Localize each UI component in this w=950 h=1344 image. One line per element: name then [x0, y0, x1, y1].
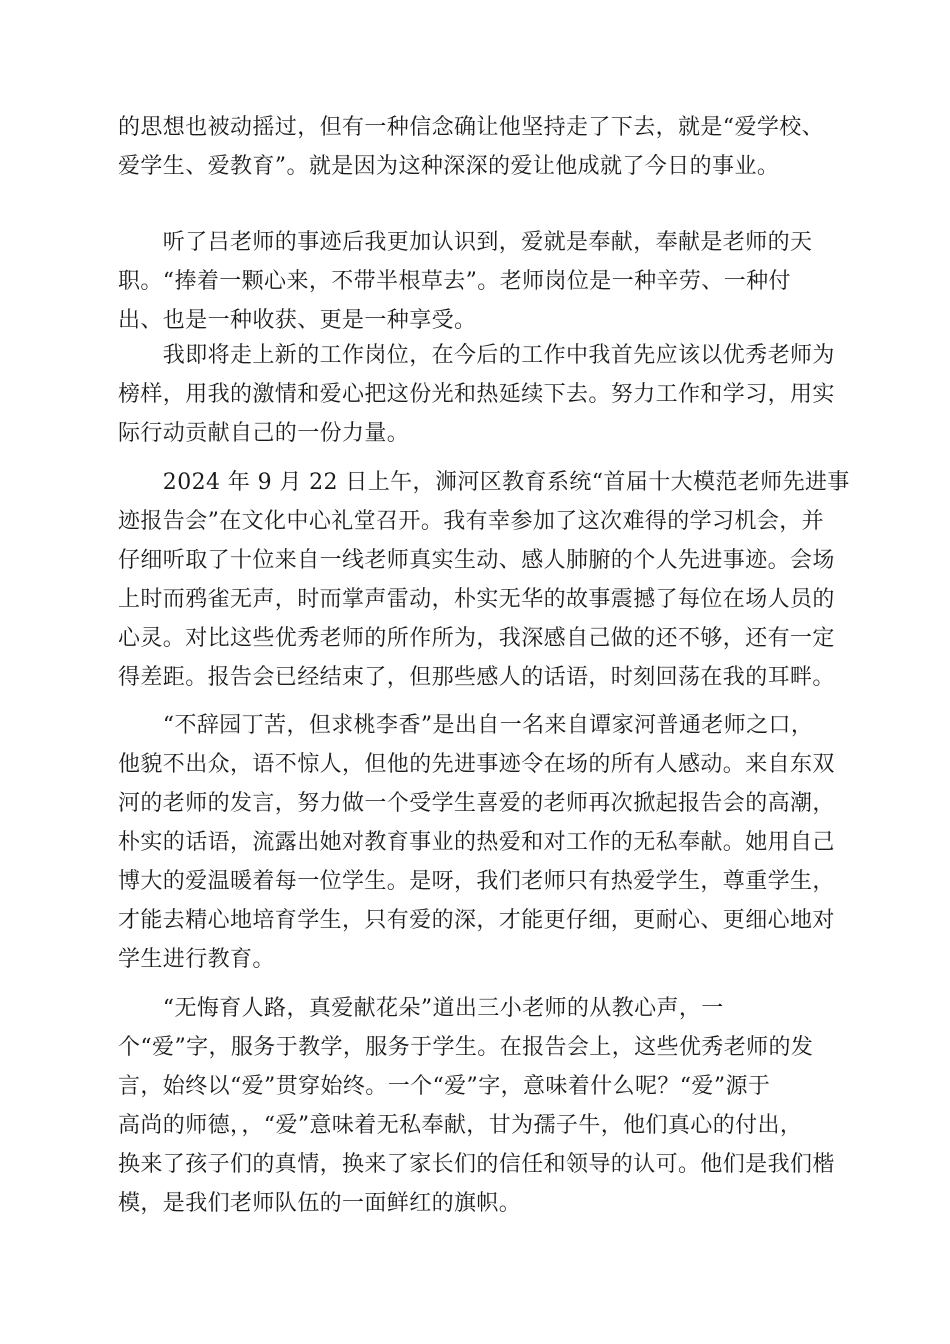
text-line: 河的老师的发言，努力做一个受学生喜爱的老师再次掀起报告会的高潮， [118, 791, 835, 816]
text-line: 博大的爱温暖着每一位学生。是呀，我们老师只有热爱学生，尊重学生， [118, 869, 835, 894]
paragraph [118, 223, 838, 340]
text-line: 职。“捧着一颗心来，不带半根草去”。老师岗位是一种辛劳、一种付 [118, 269, 791, 294]
text-line: “无悔育人路，真爱献花朵”道出三小老师的从教心声，一 [118, 996, 724, 1021]
text-line: 际行动贡献自己的一份力量。 [118, 421, 410, 446]
text-line: 仔细听取了十位来自一线老师真实生动、感人肺腑的个人先进事迹。会场 [118, 548, 835, 573]
text-line: 言，始终以“爱”贯穿始终。一个“爱”字，意味着什么呢？“爱”源于 [118, 1074, 771, 1099]
paragraph [118, 989, 838, 1223]
text-line: 学生进行教育。 [118, 947, 275, 972]
text-line: 爱学生、爱教育”。就是因为这种深深的爱让他成就了今日的事业。 [118, 154, 780, 179]
paragraph [118, 706, 838, 979]
text-line: 个“爱”字，服务于教学，服务于学生。在报告会上，这些优秀老师的发 [118, 1035, 814, 1060]
text-line: 榜样，用我的激情和爱心把这份光和热延续下去。努力工作和学习，用实 [118, 382, 835, 407]
text-line: 的思想也被动摇过，但有一种信念确让他坚持走了下去，就是“爱学校、 [118, 115, 825, 140]
paragraph [118, 336, 838, 453]
text-line: 听了吕老师的事迹后我更加认识到，爱就是奉献，奉献是老师的天 [118, 230, 813, 255]
text-line: 心灵。对比这些优秀老师的所作所为，我深感自己做的还不够，还有一定 [118, 626, 835, 651]
text-line: “不辞园丁苦，但求桃李香”是出自一名来自谭家河普通老师之口， [118, 713, 814, 738]
paragraph [118, 463, 850, 697]
text-line: 上时而鸦雀无声，时而掌声雷动，朴实无华的故事震撼了每位在场人员的 [118, 587, 835, 612]
text-line: 迹报告会”在文化中心礼堂召开。我有幸参加了这次难得的学习机会，并 [118, 509, 825, 534]
text-line: 模，是我们老师队伍的一面鲜红的旗帜。 [118, 1191, 522, 1216]
text-line: 换来了孩子们的真情，换来了家长们的信任和领导的认可。他们是我们楷 [118, 1152, 835, 1177]
text-line: 2024 年 9 月 22 日上午，浉河区教育系统“首届十大模范老师先进事 [118, 470, 850, 495]
text-line: 才能去精心地培育学生，只有爱的深，才能更仔细，更耐心、更细心地对 [118, 908, 835, 933]
text-line: 他貌不出众，语不惊人，但他的先进事迹令在场的所有人感动。来自东双 [118, 752, 835, 777]
text-line: 高尚的师德，，“爱”意味着无私奉献，甘为孺子牛，他们真心的付出， [118, 1113, 803, 1138]
text-line: 出、也是一种收获、更是一种享受。 [118, 308, 477, 333]
paragraph [118, 108, 838, 186]
text-line: 朴实的话语，流露出她对教育事业的热爱和对工作的无私奉献。她用自己 [118, 830, 835, 855]
text-line: 我即将走上新的工作岗位，在今后的工作中我首先应该以优秀老师为 [118, 343, 835, 368]
text-line: 得差距。报告会已经结束了，但那些感人的话语，时刻回荡在我的耳畔。 [118, 665, 835, 690]
